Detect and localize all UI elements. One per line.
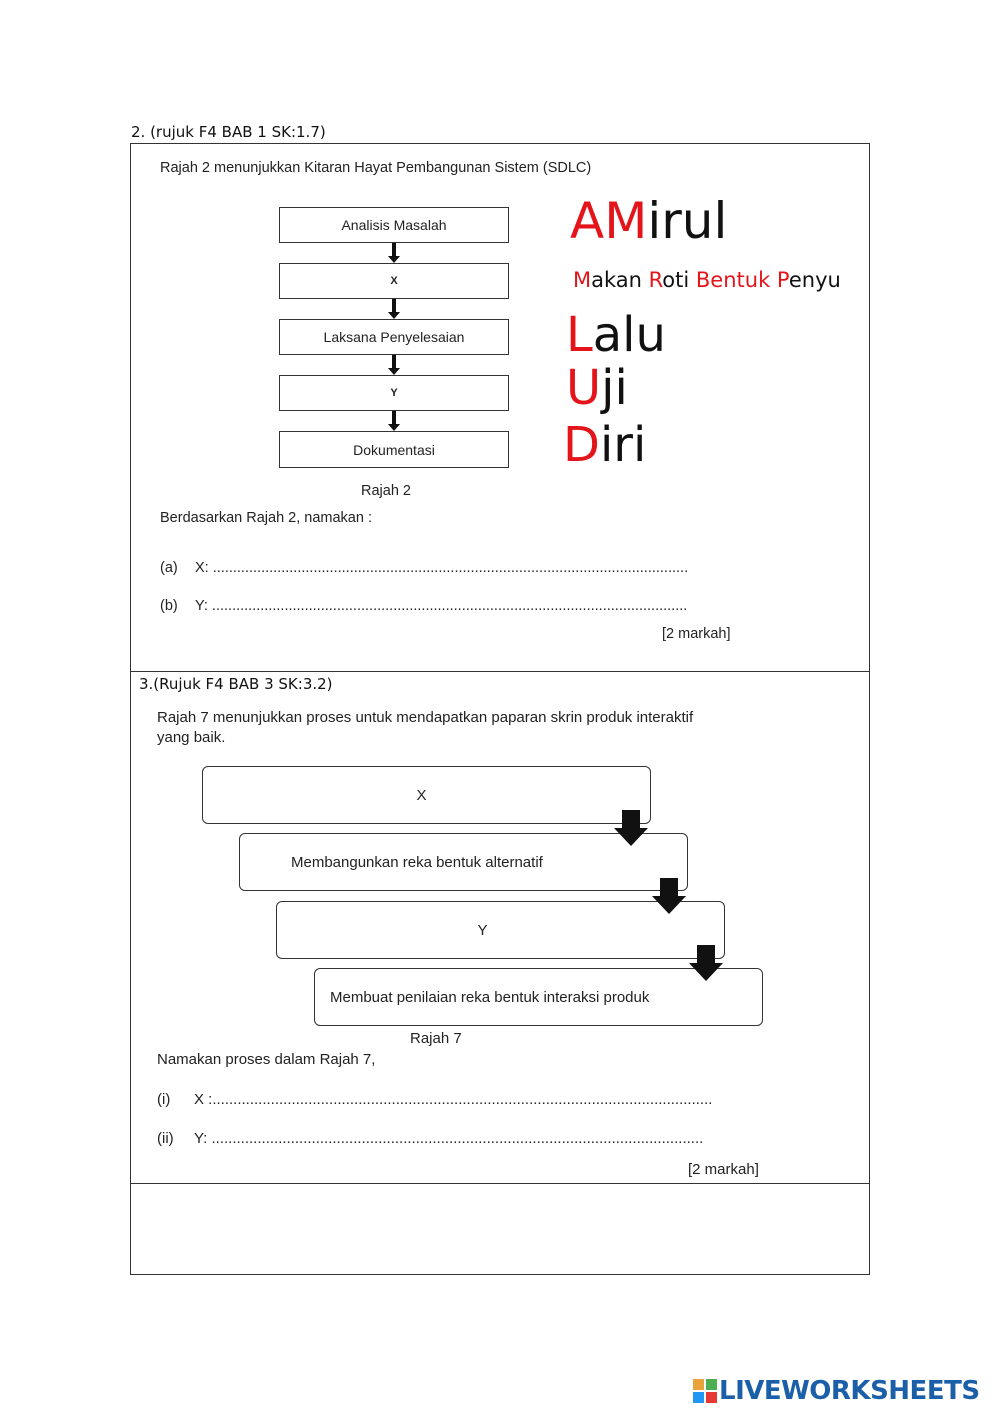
sdlc-step-laksana: Laksana Penyelesaian: [279, 319, 509, 355]
mnemonic-uji: Uji: [566, 360, 628, 416]
q2-question: Berdasarkan Rajah 2, namakan :: [160, 510, 372, 526]
sdlc-step-dokumentasi: Dokumentasi: [279, 431, 509, 468]
section-divider: [130, 1183, 870, 1184]
q2-caption: Rajah 2: [361, 483, 411, 499]
q3-header: 3.(Rujuk F4 BAB 3 SK:3.2): [139, 675, 333, 693]
q3-answer-x[interactable]: X :........................................................................................................................: [194, 1091, 713, 1108]
q2-a-label: (a): [160, 560, 178, 576]
q3-marks: [2 markah]: [688, 1161, 759, 1178]
q2-b-label: (b): [160, 598, 178, 614]
mnemonic-amirul: AMirul: [570, 192, 728, 250]
sdlc-step-analisis: Analisis Masalah: [279, 207, 509, 243]
down-arrow-icon: [652, 878, 686, 914]
section-divider: [130, 671, 870, 672]
liveworksheets-logo: [693, 1376, 980, 1406]
down-arrow-icon: [614, 810, 648, 846]
mnemonic-diri: Diri: [563, 417, 647, 473]
q2-answer-y[interactable]: Y: ......................................................................................................................: [195, 598, 688, 614]
process-step-y: Y: [276, 901, 725, 959]
q2-marks: [2 markah]: [662, 626, 731, 642]
down-arrow-icon: [689, 945, 723, 981]
process-step-x: X: [202, 766, 651, 824]
mnemonic-phrase: Makan Roti Bentuk Penyu: [573, 268, 841, 292]
down-arrow-icon: [392, 411, 396, 425]
q3-intro-line2: yang baik.: [157, 729, 226, 746]
q3-i-label: (i): [157, 1091, 171, 1108]
down-arrow-icon: [392, 243, 396, 257]
mnemonic-lalu: Lalu: [566, 307, 666, 363]
q2-header: 2. (rujuk F4 BAB 1 SK:1.7): [131, 123, 326, 141]
down-arrow-icon: [392, 355, 396, 369]
liveworksheets-logo-icon: [693, 1379, 717, 1403]
sdlc-step-y: Y: [279, 375, 509, 411]
down-arrow-icon: [392, 299, 396, 313]
q3-question: Namakan proses dalam Rajah 7,: [157, 1051, 376, 1068]
q3-caption: Rajah 7: [410, 1030, 462, 1047]
q2-answer-x[interactable]: X: ......................................................................................................................: [195, 560, 689, 576]
q3-intro-line1: Rajah 7 menunjukkan proses untuk mendapatkan paparan skrin produk interaktif: [157, 709, 694, 726]
q3-answer-y[interactable]: Y: ......................................................................................................................: [194, 1130, 704, 1147]
q2-intro: Rajah 2 menunjukkan Kitaran Hayat Pembangunan Sistem (SDLC): [160, 160, 592, 176]
sdlc-step-x: X: [279, 263, 509, 299]
process-step-alternatif: Membangunkan reka bentuk alternatif: [239, 833, 688, 891]
process-step-penilaian: Membuat penilaian reka bentuk interaksi produk: [314, 968, 763, 1026]
q3-ii-label: (ii): [157, 1130, 174, 1147]
liveworksheets-brand: LIVEWORKSHEETS: [719, 1376, 980, 1406]
